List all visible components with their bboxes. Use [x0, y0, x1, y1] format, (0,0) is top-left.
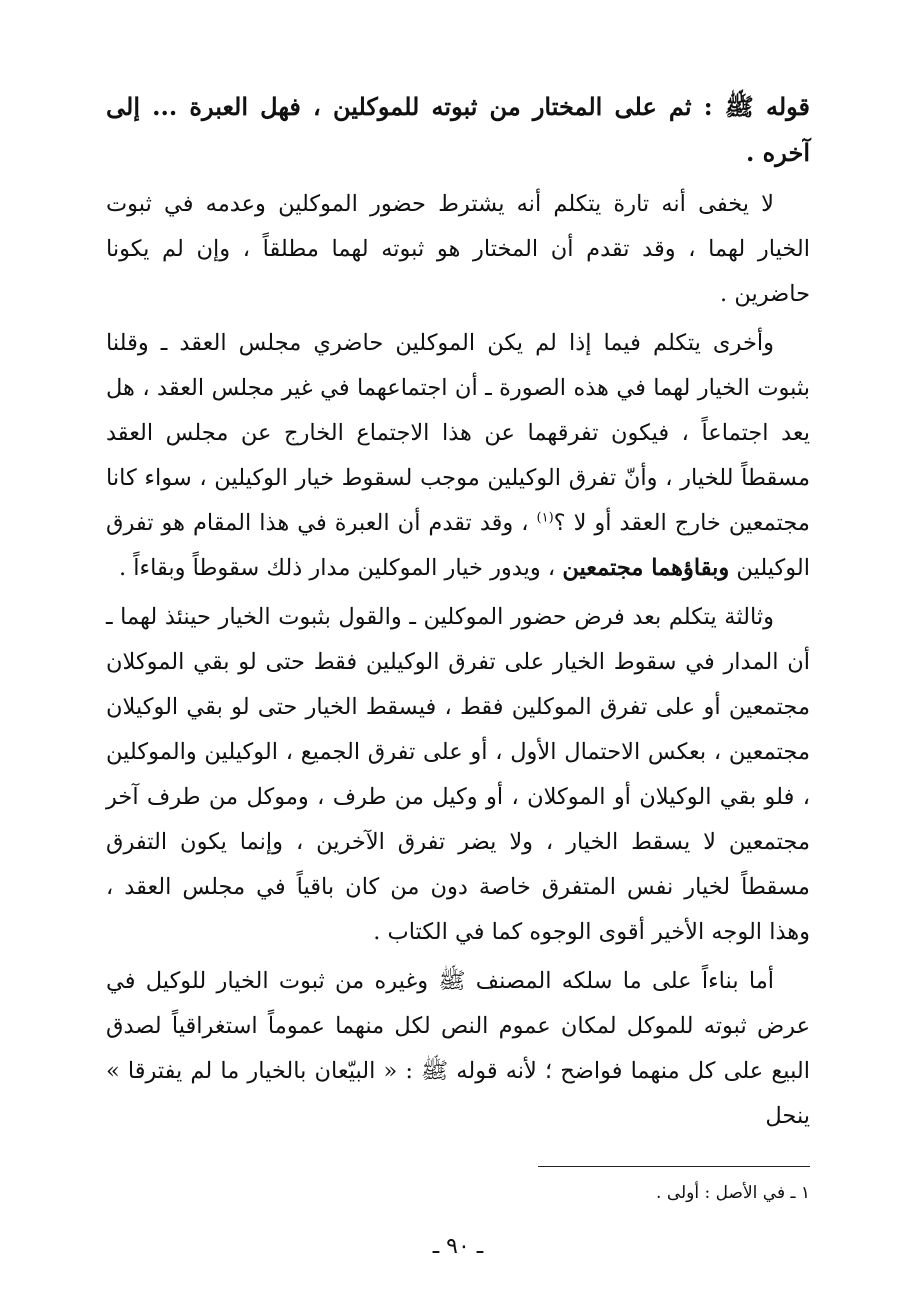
honorific-symbol: ﷺ: [724, 92, 754, 121]
paragraph-2: [106, 321, 810, 591]
heading-text: ثم على المختار من ثبوته للموكلين ، فهل العبرة ... إلى آخره .: [106, 92, 810, 167]
paragraph-1: لا يخفى أنه تارة يتكلم أنه يشترط حضور الموكلين وعدمه في ثبوت الخيار لهما ، وقد تقدم أن المختار هو ثبوته لهما مطلقاً ، وإن لم يكونا حاضرين .: [106, 191, 810, 307]
paragraph-2-after: ، ويدور خيار الموكلين مدار ذلك سقوطاً وبقاءاً .: [118, 555, 563, 581]
footnote: ١ ـ في الأصل : أولى .: [656, 1183, 810, 1203]
footnote-divider: [538, 1166, 810, 1167]
heading-prefix: قوله: [753, 92, 811, 121]
page-number: ـ ٩٠ ـ: [432, 1234, 484, 1259]
paragraph-2-mid: ، وقد تقدم أن العبرة في هذا المقام هو تفرق الوكيلين: [106, 510, 810, 581]
paragraph-4: أما بناءاً على ما سلكه المصنف ﷺ وغيره من ثبوت الخيار للوكيل في عرض ثبوته للموكل لمكان عموم النص لكل منهما عموماً استغراقياً لصدق البيع على كل منهما فواضح ؛ لأنه قوله ﷺ : « البيّعان بالخيار ما لم يفترقا » ينحل: [106, 968, 810, 1129]
paragraph-2-before: وأخرى يتكلم فيما إذا لم يكن الموكلين حاضري مجلس العقد ـ وقلنا بثبوت الخيار لهما في هذه الصورة ـ أن اجتماعهما في غير مجلس العقد ، هل يعد اجتماعاً ، فيكون تفرقهما عن هذا الاجتماع الخارج عن مجلس العقد مسقطاً للخيار ، وأنّ تفرق الوكيلين موجب لسقوط خيار الوكيلين ، سواء كانا مجتمعين خارج العقد أو لا ؟: [106, 330, 810, 536]
footnote-reference: (١): [536, 510, 554, 526]
section-heading: [106, 84, 810, 176]
heading-separator: :: [691, 92, 725, 121]
paragraph-2-bold: وبقاؤهما مجتمعين: [562, 555, 730, 581]
paragraph-3: وثالثة يتكلم بعد فرض حضور الموكلين ـ والقول بثبوت الخيار حينئذ لهما ـ أن المدار في سقوط الخيار على تفرق الوكيلين فقط حتى لو بقي الموكلان مجتمعين أو على تفرق الموكلين فقط ، فيسقط الخيار حتى لو بقي الوكيلان مجتمعين ، بعكس الاحتمال الأول ، أو على تفرق الجميع ، الوكيلين والموكلين ، فلو بقي الوكيلان أو الموكلان ، أو وكيل من طرف ، وموكل من طرف آخر مجتمعين لا يسقط الخيار ، ولا يضر تفرق الآخرين ، وإنما يكون التفرق مسقطاً لخيار نفس المتفرق خاصة دون من كان باقياً في مجلس العقد ، وهذا الوجه الأخير أقوى الوجوه كما في الكتاب .: [106, 604, 810, 945]
